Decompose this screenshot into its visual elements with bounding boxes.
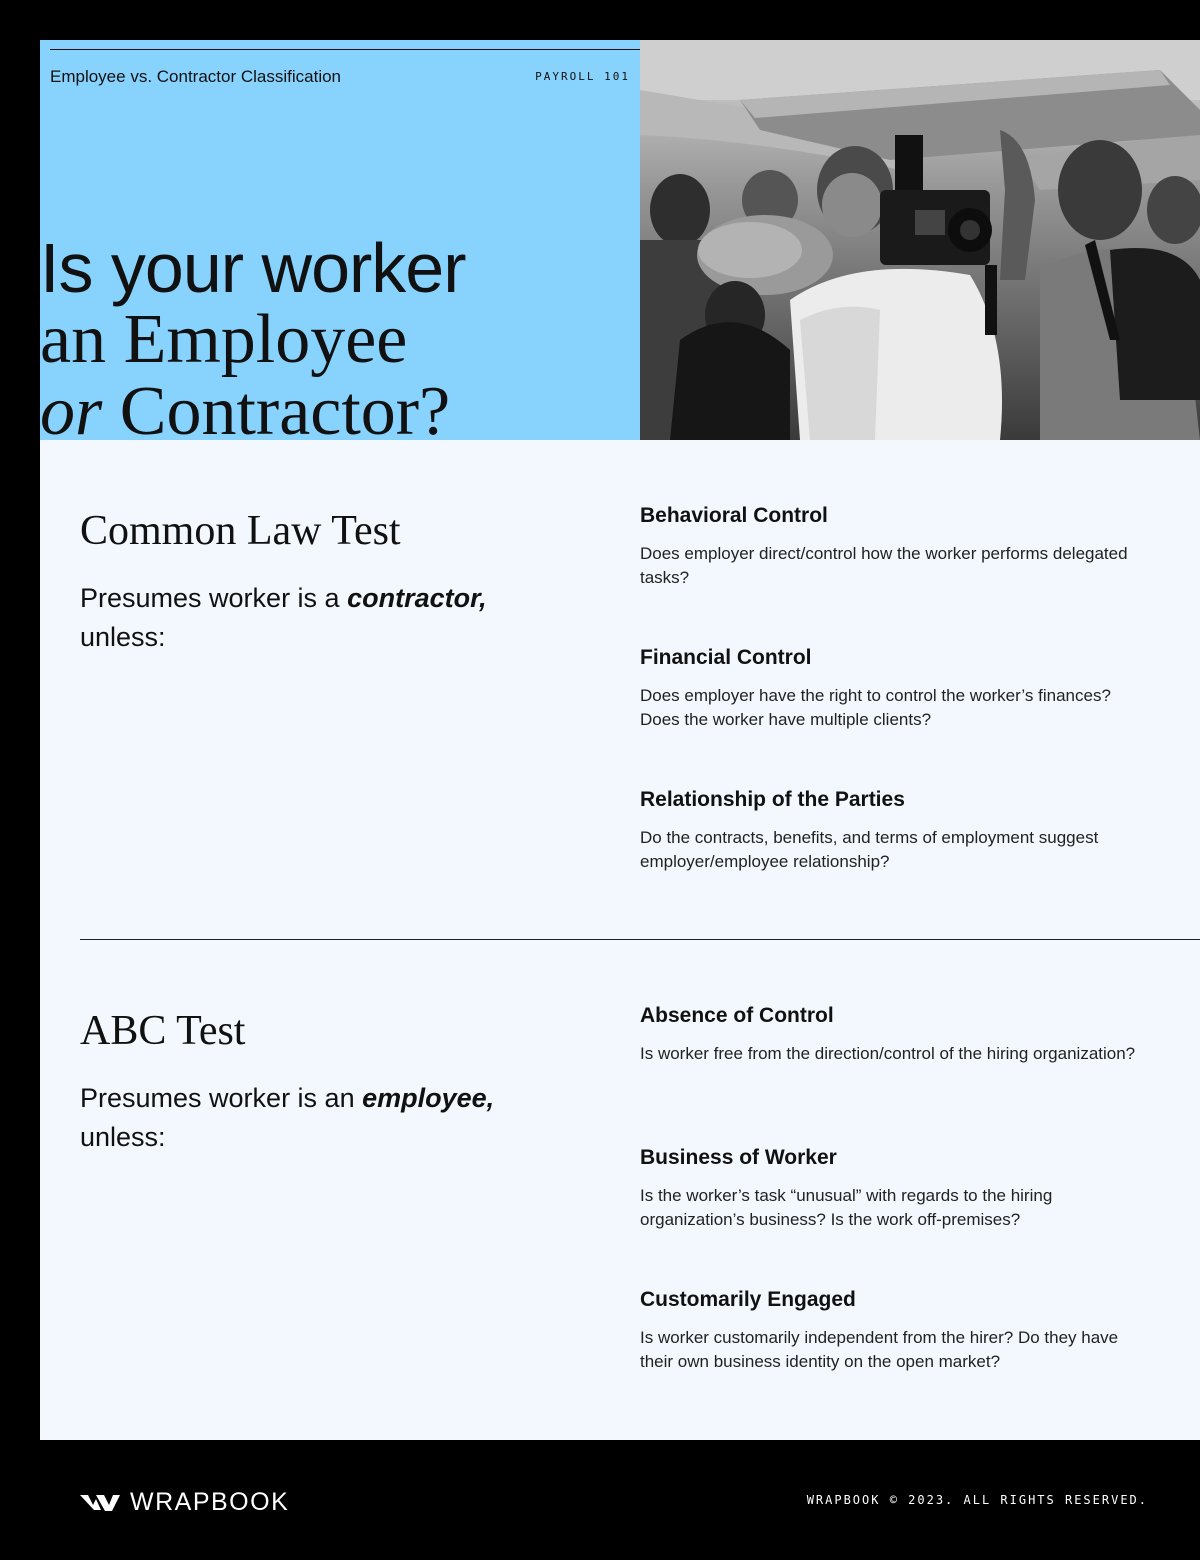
- criterion-heading: Absence of Control: [640, 1004, 834, 1027]
- section-divider: [80, 939, 1200, 940]
- criterion-relationship-of-parties: [640, 788, 1140, 874]
- description-emphasis: employee,: [362, 1083, 495, 1113]
- wrapbook-logo-icon: [80, 1493, 120, 1513]
- header-panel: [40, 40, 640, 440]
- document-title: Employee vs. Contractor Classification: [50, 67, 342, 86]
- header-rule: [50, 49, 640, 50]
- criterion-heading: Relationship of the Parties: [640, 788, 905, 811]
- headline-italic-word: or: [40, 373, 103, 440]
- footer: [0, 1440, 1200, 1560]
- photo-illustration: [640, 40, 1200, 440]
- criterion-body: Is worker free from the direction/control of the hiring organization?: [640, 1044, 1136, 1063]
- criterion-body: Do the contracts, benefits, and terms of employment suggest employer/employee relationship?: [640, 828, 1099, 871]
- criterion-financial-control: [640, 646, 1140, 732]
- headline-line-1: Is your worker: [40, 229, 466, 307]
- common-law-test-description: [80, 579, 550, 657]
- common-law-test-title: Common Law Test: [80, 508, 401, 554]
- headline: [40, 229, 466, 440]
- content-area: [40, 440, 1200, 1440]
- criterion-heading: Business of Worker: [640, 1146, 837, 1169]
- criterion-heading: Customarily Engaged: [640, 1288, 856, 1311]
- criterion-heading: Behavioral Control: [640, 504, 828, 527]
- headline-line-3: [40, 373, 466, 440]
- criterion-heading: Financial Control: [640, 646, 812, 669]
- logo-text: WRAPBOOK: [130, 1488, 290, 1516]
- criterion-body: Is worker customarily independent from the hirer? Do they have their own business identity on the open market?: [640, 1328, 1119, 1371]
- description-prefix: Presumes worker is an: [80, 1083, 363, 1113]
- description-suffix: unless:: [80, 1122, 166, 1152]
- description-suffix: unless:: [80, 622, 166, 652]
- criterion-business-of-worker: [640, 1146, 1140, 1232]
- series-label: PAYROLL 101: [535, 70, 630, 83]
- criterion-body: Is the worker’s task “unusual” with regards to the hiring organization’s business? Is the work off-premises?: [640, 1186, 1053, 1229]
- abc-test-title: ABC Test: [80, 1008, 246, 1054]
- criterion-body: Does employer have the right to control the worker’s finances? Does the worker have multiple clients?: [640, 686, 1111, 729]
- copyright-text: WRAPBOOK © 2023. ALL RIGHTS RESERVED.: [806, 1493, 1148, 1507]
- headline-line-3-rest: Contractor?: [102, 373, 451, 440]
- description-emphasis: contractor,: [347, 583, 487, 613]
- film-crew-photo: [640, 40, 1200, 440]
- criterion-absence-of-control: [640, 1004, 1140, 1066]
- wrapbook-logo: [80, 1488, 289, 1517]
- criterion-customarily-engaged: [640, 1288, 1140, 1374]
- criterion-behavioral-control: [640, 504, 1140, 590]
- abc-test-description: [80, 1079, 550, 1157]
- description-prefix: Presumes worker is a: [80, 583, 348, 613]
- criterion-body: Does employer direct/control how the worker performs delegated tasks?: [640, 544, 1128, 587]
- headline-line-2: an Employee: [40, 301, 408, 378]
